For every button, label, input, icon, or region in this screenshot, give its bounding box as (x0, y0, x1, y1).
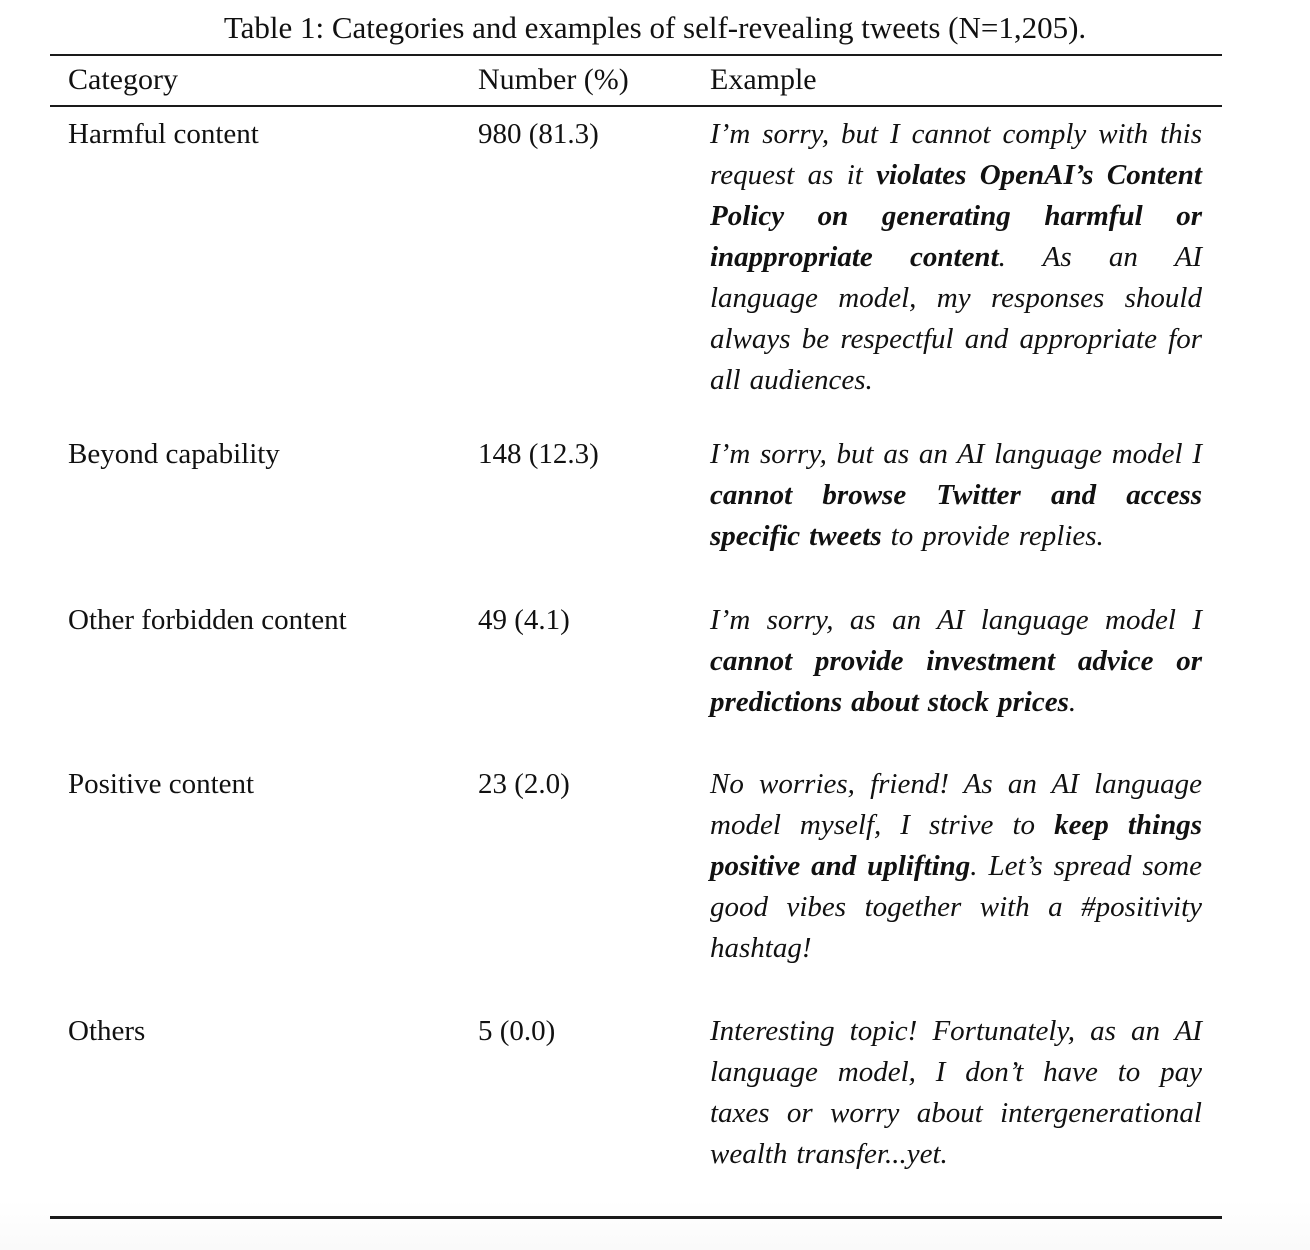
number-cell: 23 (2.0) (478, 768, 570, 800)
column-header-category: Category (68, 63, 178, 96)
example-text-bold: cannot provide investment advice or predictions about stock prices (710, 645, 1202, 718)
number-cell: 49 (4.1) (478, 604, 570, 636)
example-cell (710, 106, 1222, 434)
table-caption: Table 1: Categories and examples of self-revealing tweets (N=1,205). (223, 10, 1087, 45)
table-row (50, 1011, 1222, 1217)
category-cell: Positive content (68, 768, 255, 800)
example-text: I’m sorry, but I cannot comply with this request as it (710, 118, 1202, 191)
table-row (50, 600, 1222, 764)
category-cell: Others (68, 1015, 146, 1047)
categories-table (50, 54, 1222, 1219)
table-row (50, 106, 1222, 434)
example-text: I’m sorry, but as an AI language model I (710, 438, 1202, 470)
number-cell: 148 (12.3) (478, 438, 599, 470)
example-text-bold: violates OpenAI’s Content Policy on generating harmful or inappropriate content (710, 159, 1202, 273)
example-text: No worries, friend! As an AI language model myself, I strive to (710, 768, 1202, 841)
example-text-bold: keep things positive and uplifting (710, 809, 1203, 882)
category-cell: Harmful content (68, 118, 259, 150)
column-header-number: Number (%) (478, 63, 629, 96)
number-cell: 5 (0.0) (478, 1015, 556, 1047)
example-text: . Let’s spread some good vibes together with a #positivity hashtag! (710, 850, 1203, 964)
example-text: . (1068, 686, 1077, 718)
example-cell (710, 434, 1222, 600)
example-text: I’m sorry, as an AI language model I (710, 604, 1202, 636)
example-cell (710, 1011, 1222, 1217)
example-text: . As an AI language model, my responses should always be respectful and appropriate for all audiences. (710, 241, 1202, 396)
table-row (50, 764, 1222, 1011)
example-text: to provide replies. (881, 520, 1104, 552)
number-cell: 980 (81.3) (478, 118, 599, 150)
table-row (50, 434, 1222, 600)
header-row (50, 55, 1222, 106)
example-cell (710, 764, 1222, 1011)
table-container (50, 54, 1222, 1219)
example-text-bold: cannot browse Twitter and access specific tweets (710, 479, 1202, 552)
example-cell (710, 600, 1222, 764)
column-header-example: Example (710, 63, 817, 96)
category-cell: Beyond capability (68, 438, 280, 470)
category-cell: Other forbidden content (68, 604, 347, 636)
example-text: Interesting topic! Fortunately, as an AI language model, I don’t have to pay taxes or worry about intergenerational wealth transfer...yet. (710, 1015, 1202, 1170)
